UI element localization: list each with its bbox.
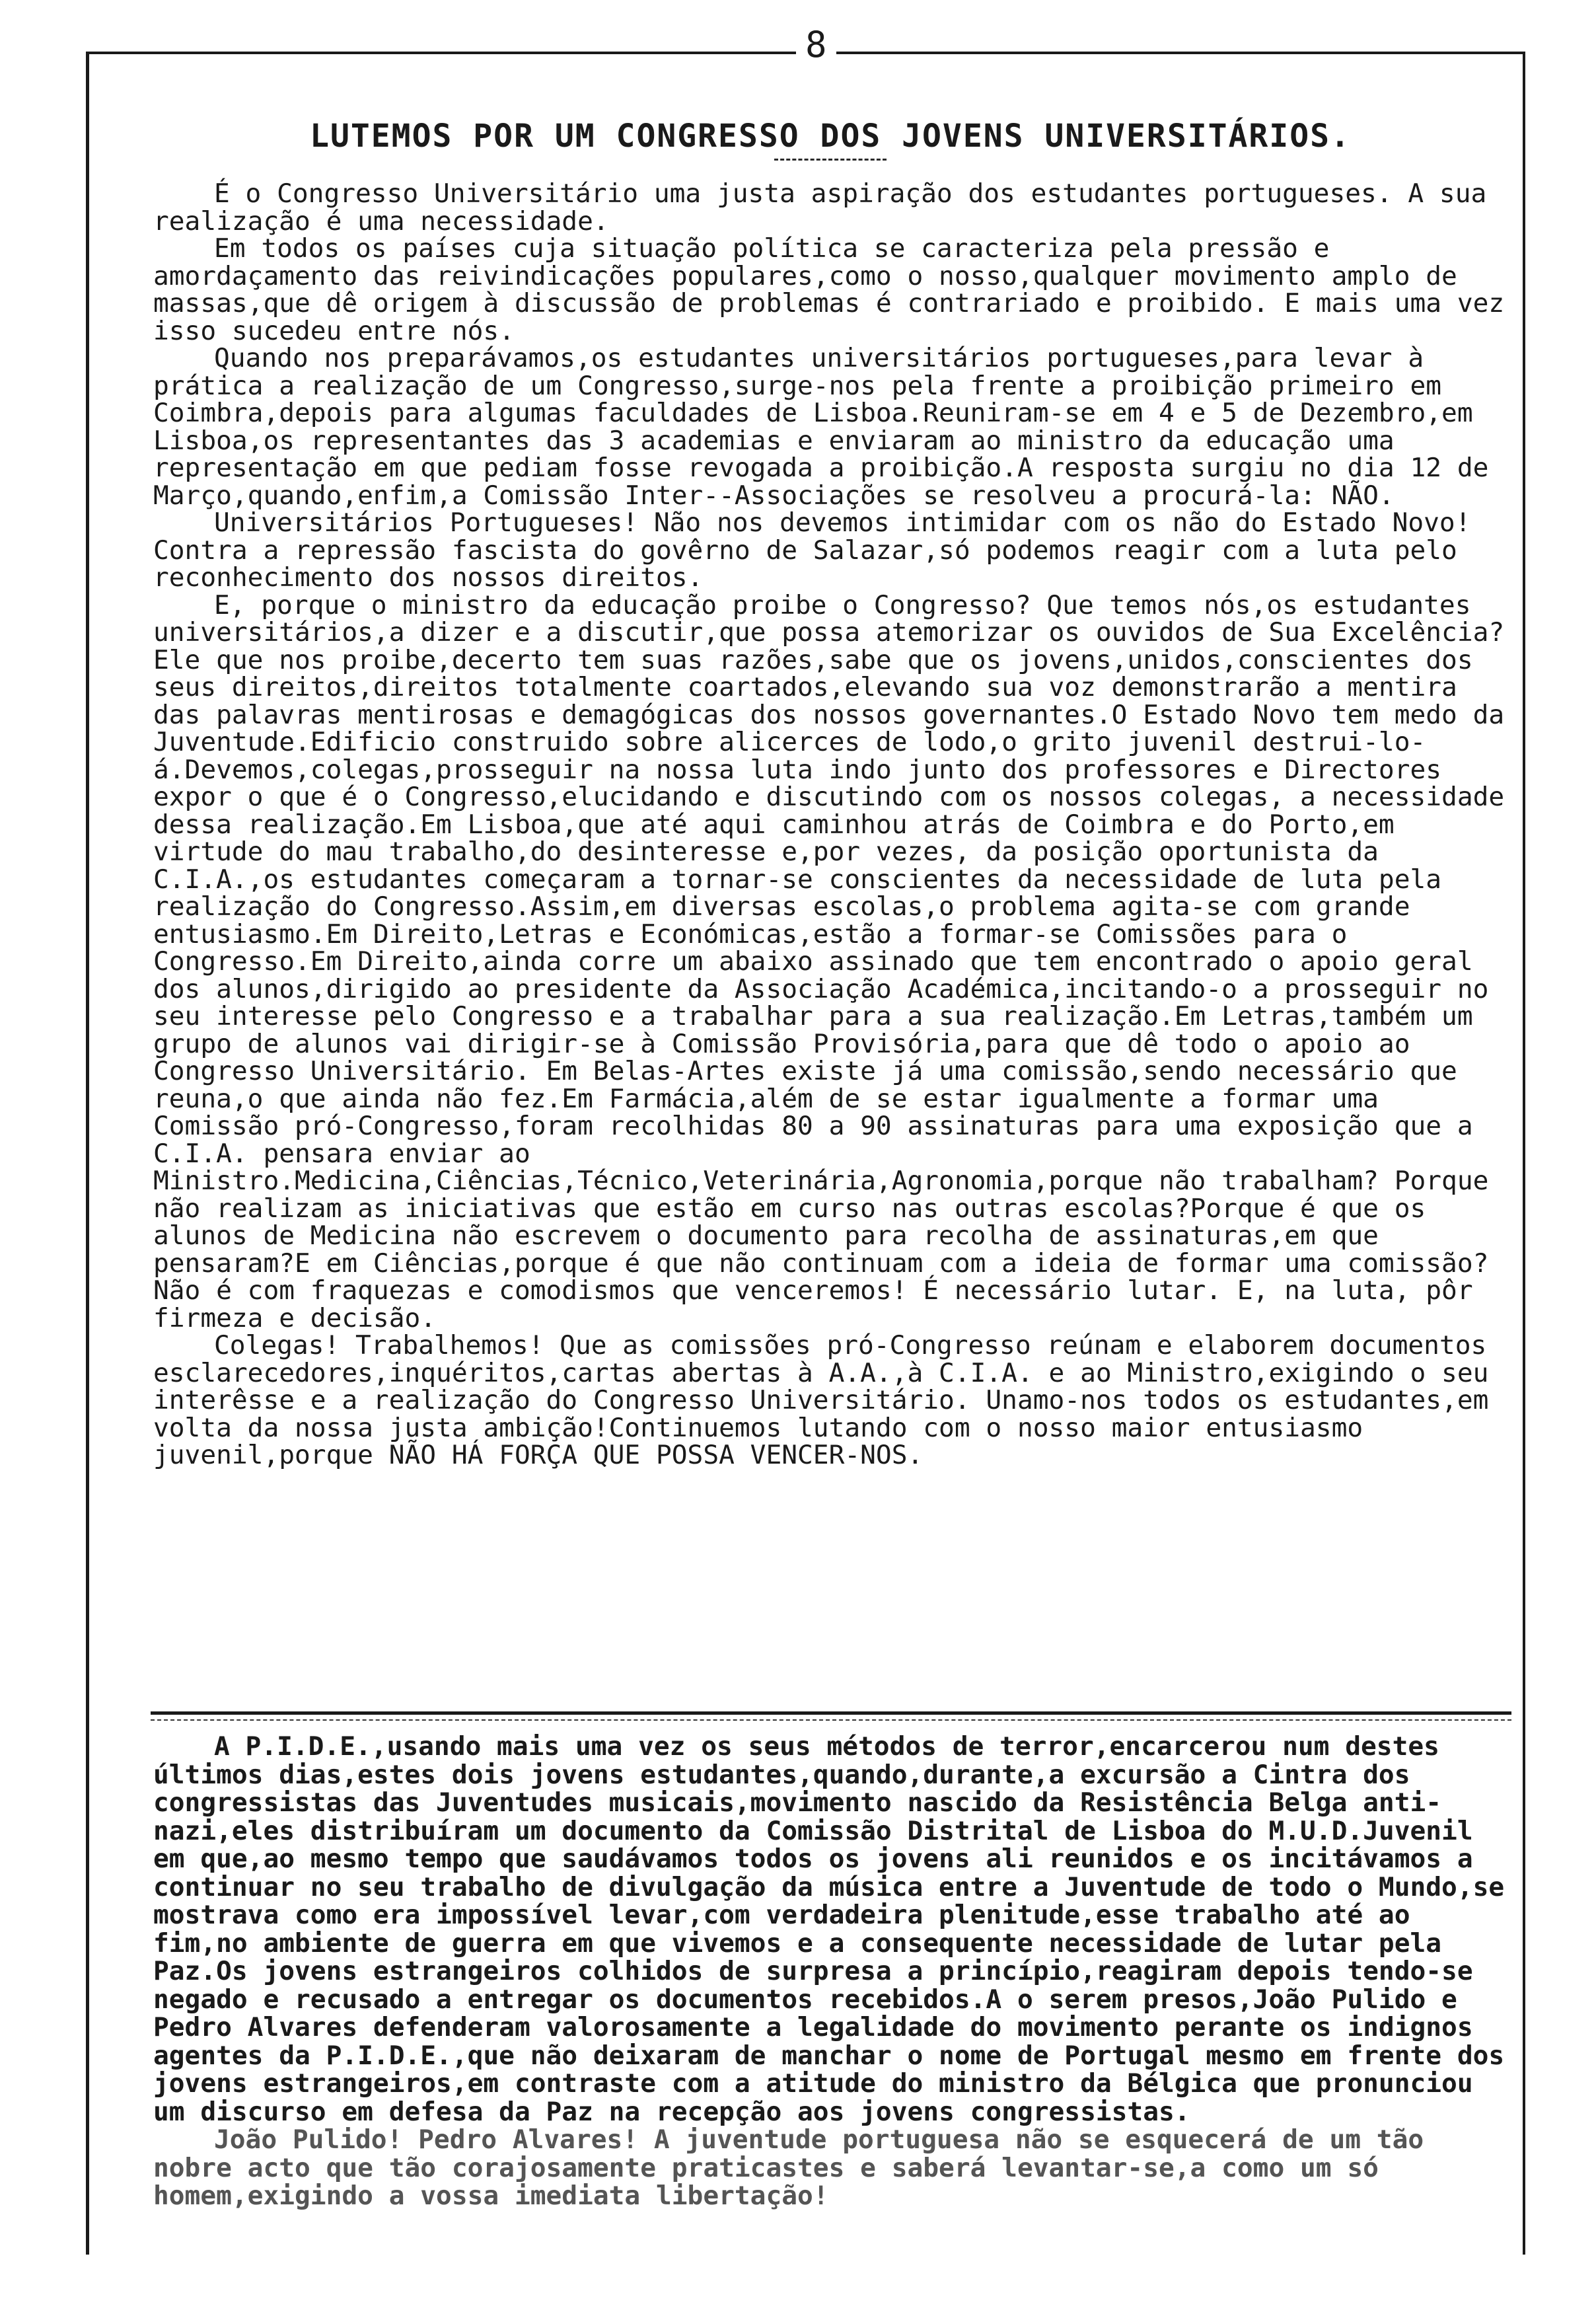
title-underline [774, 159, 887, 161]
pide-notice [153, 1731, 1520, 2211]
article-paragraph: E, porque o ministro da educação proibe o Congresso? Que temos nós,os estudantes universitários,a dizer e a discutir,que possa atemorizar os ouvidos de Sua Excelência?Ele que nos proibe,decerto tem suas razões,sabe que os jovens,unidos,conscientes dos seus direitos,direitos totalmente coartados,elevando sua voz demonstrarão a mentira das palavras mentirosas e demagógicas dos nossos governantes.O Estado Novo tem medo da Juventude.Edificio construido sobre alicerces de lodo,o grito juvenil destrui-lo-á.Devemos,colegas,prosseguir na nossa luta indo junto dos professores e Directores expor o que é o Congresso,elucidando e discutindo com os nossos colegas, a necessidade dessa realização.Em Lisboa,que até aqui caminhou atrás de Coimbra e do Porto,em virtude do mau trabalho,do desinteresse e,por vezes, da posição oportunista da C.I.A.,os estudantes começaram a tornar-se conscientes da necessidade de luta pela realização do Congresso.Assim,em diversas escolas,o problema agita-se com grande entusiasmo.Em Direito,Letras e Económicas,estão a formar-se Comissões para o Congresso.Em Direito,ainda corre um abaixo assinado que tem encontrado o apoio geral dos alunos,dirigido ao presidente da Associação Académica,incitando-o a prosseguir no seu interesse pelo Congresso e a trabalhar para a sua realização.Em Letras,também um grupo de alunos vai dirigir-se à Comissão Provisória,para que dê todo o apoio ao Congresso Universitário. Em Belas-Artes existe já uma comissão,sendo necessário que reuna,o que ainda não fez.Em Farmácia,além de se estar igualmente a formar uma Comissão pró-Congresso,foram recolhidas 80 a 90 assinaturas para uma exposição que a C.I.A. pensara enviar ao Ministro.Medicina,Ciências,Técnico,Veterinária,Agronomia,porque não trabalham? Porque não realizam as iniciativas que estão em curso nas outras escolas?Porque é que os alunos de Medicina não escrevem o documento para recolha de assinaturas,em que pensaram?E em Ciências,porque é que não continuam com a ideia de formar uma comissão?Não é com fraquezas e comodismos que venceremos! É necessário lutar. E, na luta, pôr firmeza e decisão. [153, 589, 1520, 1333]
article-paragraph: Colegas! Trabalhemos! Que as comissões pró-Congresso reúnam e elaborem documentos esclarecedores,inquéritos,cartas abertas à A.A.,à C.I.A. e ao Ministro,exigindo o seu interêsse e a realização do Congresso Universitário. Unamo-nos todos os estudantes,em volta da nossa justa ambição!Continuemos lutando com o nosso maior entusiasmo juvenil,porque NÃO HÁ FORÇA QUE POSSA VENCER-NOS. [153, 1330, 1505, 1470]
article-paragraph: É o Congresso Universitário uma justa aspiração dos estudantes portugueses. A sua realização é uma necessidade. [153, 178, 1503, 237]
article-title: LUTEMOS POR UM CONGRESSO DOS JOVENS UNIVERSITÁRIOS. [310, 118, 1351, 155]
page-number: 8 [796, 24, 836, 65]
article-paragraph: Quando nos preparávamos,os estudantes universitários portugueses,para levar à prática a realização de um Congresso,surge-nos pela frente a proibição primeiro em Coimbra,depois para algumas faculdades de Lisboa.Reuniram-se em 4 e 5 de Dezembro,em Lisboa,os representantes das 3 academias e enviaram ao ministro da educação uma representação em que pediam fosse revogada a proibição.A resposta surgiu no dia 12 de Março,quando,enfim,a Comissão Inter--Associações se resolveu a procurá-la: NÃO. [153, 343, 1505, 511]
article-paragraph: Em todos os países cuja situação política se caracteriza pela pressão e amordaçamento das reivindicações populares,como o nosso,qualquer movimento amplo de massas,que dê origem à discussão de problemas é contrariado e proibido. E mais uma vez isso sucedeu entre nós. [153, 233, 1520, 346]
notice-closing: João Pulido! Pedro Alvares! A juventude portuguesa não se esquecerá de um tão nobre acto que tão corajosamente praticastes e saberá levantar-se,a como um só homem,exigindo a vossa imediata libertação! [153, 2124, 1439, 2211]
notice-paragraph: A P.I.D.E.,usando mais uma vez os seus métodos de terror,encarcerou num destes últimos dias,estes dois jovens estudantes,quando,durante,a excursão a Cintra dos congressistas das Juventudes musicais,movimento nascido da Resistência Belga anti-nazi,eles distribuíram um documento da Comissão Distrital de Lisboa do M.U.D.Juvenil em que,ao mesmo tempo que saudávamos todos os jovens ali reunidos e os incitávamos a continuar no seu trabalho de divulgação da música entre a Juventude de todo o Mundo,se mostrava como era impossível levar,com verdadeira plenitude,esse trabalho até ao fim,no ambiente de guerra em que vivemos e a consequente necessidade de lutar pela Paz.Os jovens estrangeiros colhidos de surpresa a princípio,reagiram depois tendo-se negado e recusado a entregar os documentos recebidos.A o serem presos,João Pulido e Pedro Alvares defenderam valorosamente a legalidade do movimento perante os indignos agentes da P.I.D.E.,que não deixaram de manchar o nome de Portugal mesmo em frente dos jovens estrangeiros,em contraste com a atitude do ministro da Bélgica que pronunciou um discurso em defesa da Paz na recepção aos jovens congressistas. [153, 1731, 1520, 2127]
article-paragraph: Universitários Portugueses! Não nos devemos intimidar com os não do Estado Novo! Contra a repressão fascista do govêrno de Salazar,só podemos reagir com a luta pelo reconhecimento dos nossos direitos. [153, 507, 1487, 593]
article [153, 106, 1520, 1470]
section-divider [151, 1711, 1511, 1715]
section-divider-dashed [151, 1719, 1511, 1721]
